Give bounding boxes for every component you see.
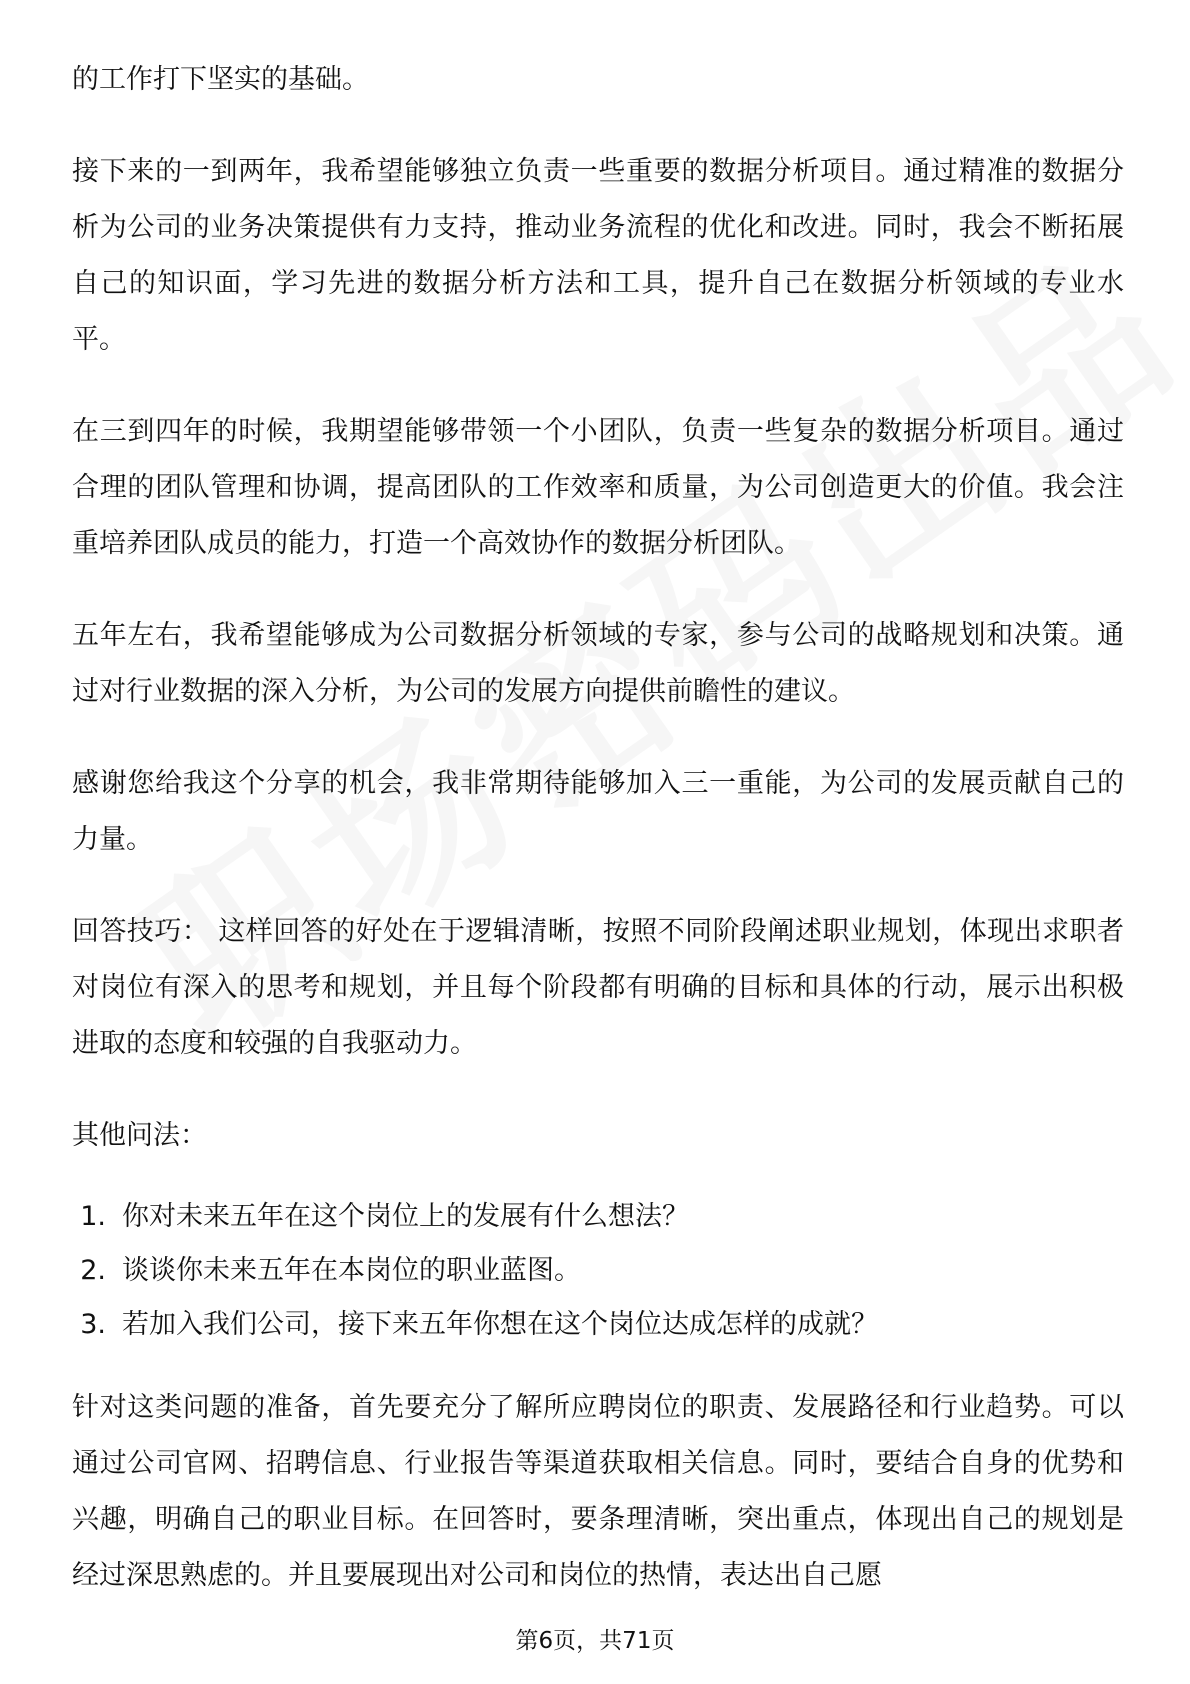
- list-item-number: 3.: [80, 1309, 106, 1340]
- paragraph-years-3-4: 在三到四年的时候，我期望能够带领一个小团队，负责一些复杂的数据分析项目。通过合理的团队管理和协调，提高团队的工作效率和质量，为公司创造更大的价值。我会注重培养团队成员的能力，打造一个高效协作的数据分析团队。: [72, 416, 1124, 559]
- list-item: [72, 1190, 1124, 1244]
- paragraph-preparation: 针对这类问题的准备，首先要充分了解所应聘岗位的职责、发展路径和行业趋势。可以通过公司官网、招聘信息、行业报告等渠道获取相关信息。同时，要结合自身的优势和兴趣，明确自己的职业目标。在回答时，要条理清晰，突出重点，体现出自己的规划是经过深思熟虑的。并且要展现出对公司和岗位的热情，表达出自己愿: [72, 1392, 1124, 1591]
- list-item-number: 1.: [80, 1201, 106, 1232]
- page-number: 第6页，共71页: [515, 1628, 675, 1654]
- paragraph-thanks: 感谢您给我这个分享的机会，我非常期待能够加入三一重能，为公司的发展贡献自己的力量。: [72, 768, 1124, 855]
- paragraph-continuation: 的工作打下坚实的基础。: [72, 64, 369, 95]
- paragraph-year-5: 五年左右，我希望能够成为公司数据分析领域的专家，参与公司的战略规划和决策。通过对行业数据的深入分析，为公司的发展方向提供前瞻性的建议。: [72, 620, 1124, 707]
- list-item: [72, 1298, 1124, 1352]
- paragraph-answer-tips: 回答技巧： 这样回答的好处在于逻辑清晰，按照不同阶段阐述职业规划，体现出求职者对岗位有深入的思考和规划，并且每个阶段都有明确的目标和具体的行动，展示出积极进取的态度和较强的自我驱动力。: [72, 916, 1124, 1059]
- list-item-number: 2.: [80, 1255, 106, 1286]
- document-body: [72, 52, 1124, 1604]
- list-item-text: 你对未来五年在这个岗位上的发展有什么想法？: [122, 1201, 689, 1232]
- list-item-text: 若加入我们公司，接下来五年你想在这个岗位达成怎样的成就？: [122, 1309, 878, 1340]
- paragraph-years-1-2: 接下来的一到两年，我希望能够独立负责一些重要的数据分析项目。通过精准的数据分析为公司的业务决策提供有力支持，推动业务流程的优化和改进。同时，我会不断拓展自己的知识面，学习先进的数据分析方法和工具，提升自己在数据分析领域的专业水平。: [72, 156, 1124, 355]
- paragraph-other-questions-heading: 其他问法：: [72, 1120, 207, 1151]
- list-item-text: 谈谈你未来五年在本岗位的职业蓝图。: [122, 1255, 581, 1286]
- list-item: [72, 1244, 1124, 1298]
- other-questions-list: [72, 1190, 1124, 1352]
